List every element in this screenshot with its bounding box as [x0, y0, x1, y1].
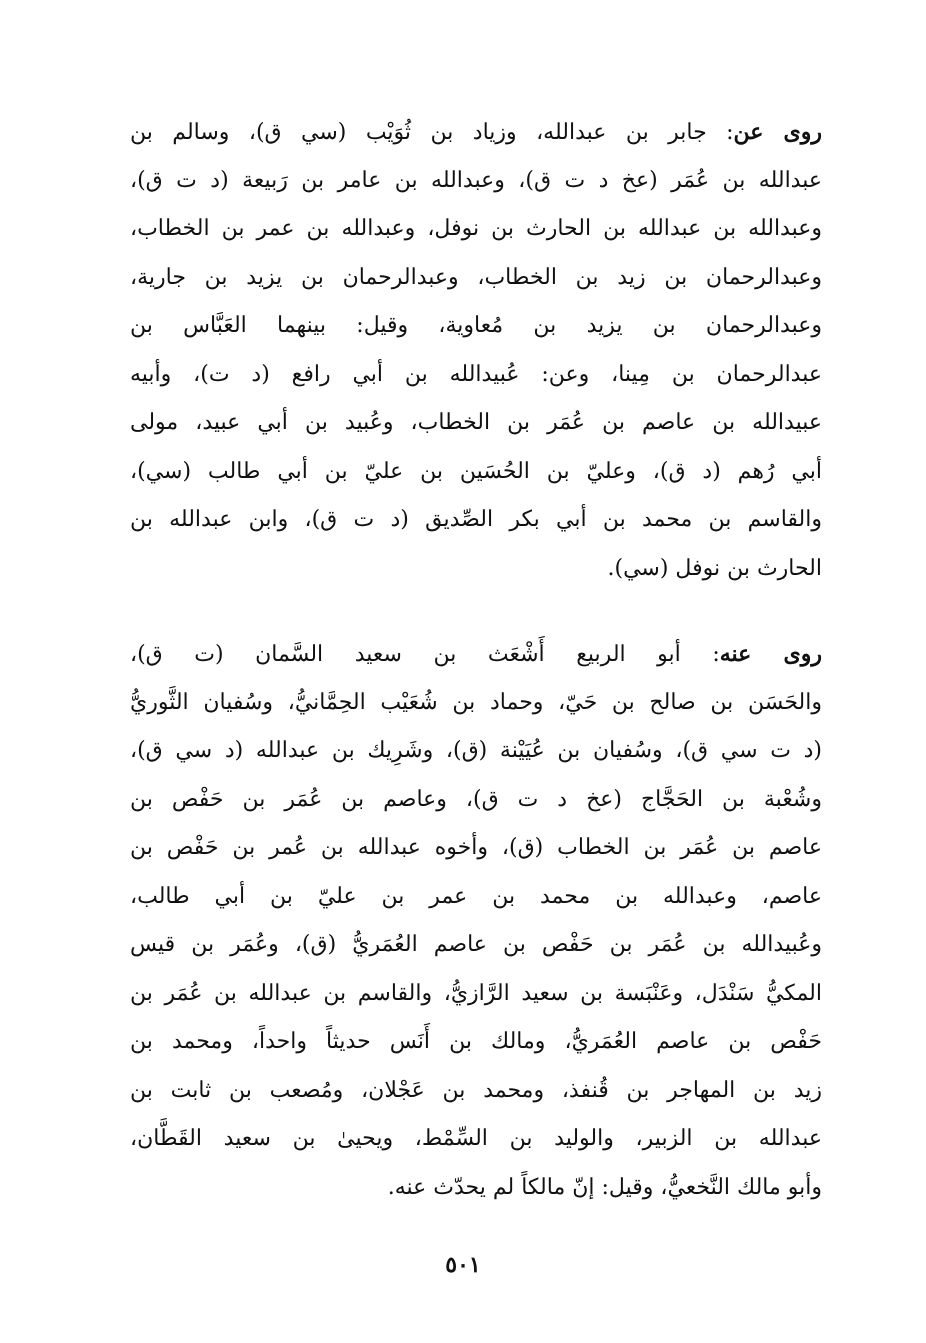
section-label: روى عن	[733, 119, 822, 145]
text-line: وأبو مالك النَّخعيُّ، وقيل: إنّ مالكاً لم يحدّث عنه.	[387, 1174, 822, 1200]
text-line: عاصم بن عُمَر بن الخطاب (ق)، وأخوه عبدالله بن عُمر بن حَفْص بن	[130, 835, 822, 860]
text-line	[130, 108, 822, 157]
text-line: زيد بن المهاجر بن قُنفذ، ومحمد بن عَجْلان، ومُصعب بن ثابت بن	[130, 1077, 822, 1103]
text-line: الحارث بن نوفل (سي).	[607, 555, 822, 581]
text-line: وعبدالله بن عبدالله بن الحارث بن نوفل، وعبدالله بن عمر بن الخطاب،	[130, 216, 822, 241]
text-line: أبي رُهم (د ق)، وعليّ بن الحُسَين بن عليّ بن أبي طالب (سي)،	[130, 458, 822, 484]
text-line: حَفْص بن عاصم العُمَريُّ، ومالك بن أَنَس حديثاً واحداً، ومحمد بن	[130, 1029, 822, 1054]
page-number: ٥٠١	[445, 1252, 481, 1278]
text-line: (د ت سي ق)، وسُفيان بن عُيَيْنة (ق)، وشَرِيك بن عبدالله (د سي ق)،	[130, 738, 822, 763]
text-segment: : جابر بن عبدالله، وزياد بن ثُوَيْب (سي ق)، وسالم بن	[130, 120, 734, 145]
text-line: عبدالرحمان بن مِينا، وعن: عُبيدالله بن أبي رافع (د ت)، وأبيه	[130, 361, 822, 387]
text-line: عبدالله بن الزبير، والوليد بن السِّمْط، ويحيىٰ بن سعيد القَطَّان،	[130, 1126, 822, 1151]
text-segment: : أبو الربيع أَشْعَث بن سعيد السَّمان (ت ق)،	[130, 642, 720, 667]
text-line: عبيدالله بن عاصم بن عُمَر بن الخطاب، وعُبيد بن أبي عبيد، مولى	[130, 410, 822, 435]
text-line: وعبدالرحمان بن زيد بن الخطاب، وعبدالرحمان بن يزيد بن جارية،	[130, 264, 822, 290]
narrated-by-paragraph	[130, 630, 822, 1212]
text-line: والحَسَن بن صالح بن حَيّ، وحماد بن شُعَيْب الحِمَّانيُّ، وسُفيان الثَّوريُّ	[130, 689, 822, 715]
text-line: المكيُّ سَنْدَل، وعَنْبَسة بن سعيد الرَّازيُّ، والقاسم بن عبدالله بن عُمَر بن	[130, 980, 822, 1006]
text-line	[130, 630, 822, 679]
text-line: عبدالله بن عُمَر (عخ د ت ق)، وعبدالله بن عامر بن رَبيعة (د ت ق)،	[130, 167, 822, 193]
text-line: وعبدالرحمان بن يزيد بن مُعاوية، وقيل: بينهما العَبَّاس بن	[130, 313, 822, 338]
text-line: والقاسم بن محمد بن أبي بكر الصِّديق (د ت ق)، وابن عبدالله بن	[130, 507, 822, 532]
narrated-from-paragraph	[130, 108, 822, 593]
text-line: وعُبيدالله بن عُمَر بن حَفْص بن عاصم العُمَريُّ (ق)، وعُمَر بن قيس	[130, 932, 822, 957]
text-line: وشُعْبة بن الحَجَّاج (عخ د ت ق)، وعاصم بن عُمَر بن حَفْص بن	[130, 786, 822, 812]
section-label: روى عنه	[719, 641, 822, 667]
text-line: عاصم، وعبدالله بن محمد بن عمر بن عليّ بن أبي طالب،	[130, 883, 822, 909]
